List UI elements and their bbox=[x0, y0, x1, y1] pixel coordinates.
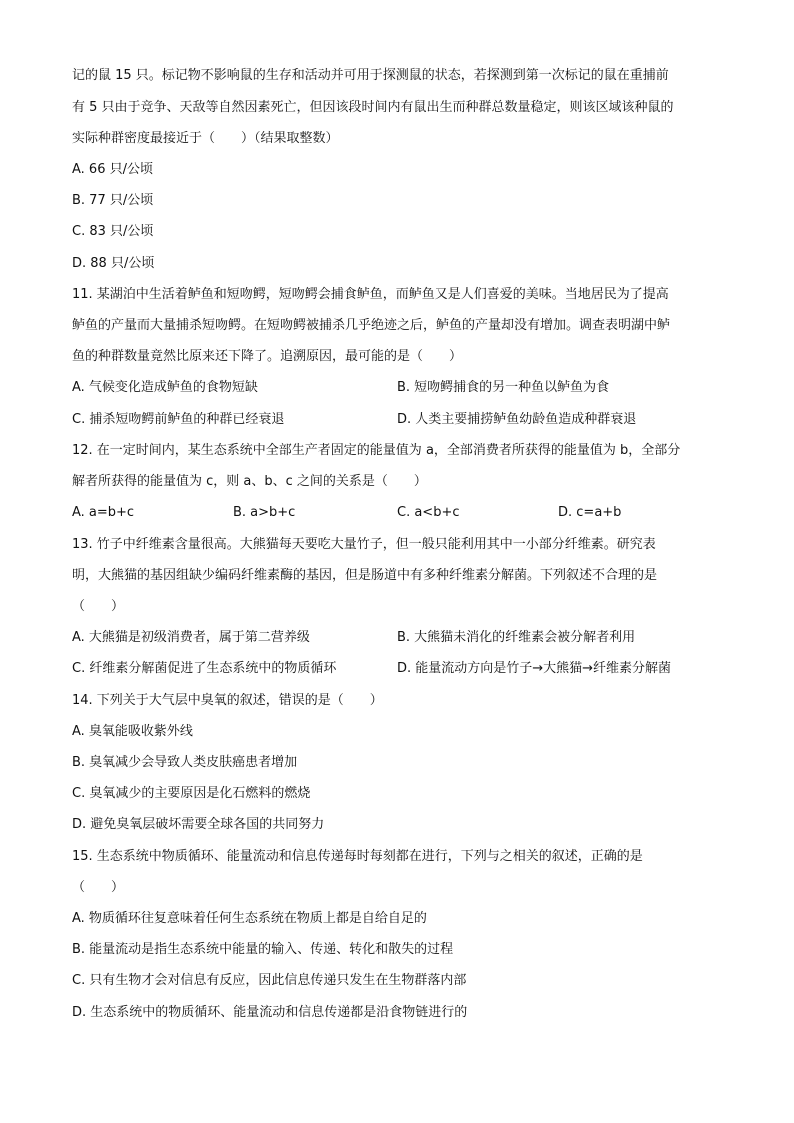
q10-text-line-2: 有 5 只由于竞争、天敌等自然因素死亡，但因该段时间内有鼠出生而种群总数量稳定，则该区域该种鼠的 bbox=[72, 100, 674, 115]
q15-text-line-2: （ ） bbox=[72, 880, 125, 895]
q15-option-b: B. 能量流动是指生态系统中能量的输入、传递、转化和散失的过程 bbox=[72, 942, 454, 957]
q12-text-line-1: 12. 在一定时间内，某生态系统中全部生产者固定的能量值为 a，全部消费者所获得的能量值为 b，全部分 bbox=[72, 443, 681, 458]
q13-text-line-1: 13. 竹子中纤维素含量很高。大熊猫每天要吃大量竹子，但一般只能利用其中一小部分纤维素。研究表 bbox=[72, 537, 656, 552]
q10-option-d: D. 88 只/公顷 bbox=[72, 256, 155, 271]
q10-text-line-1: 记的鼠 15 只。标记物不影响鼠的生存和活动并可用于探测鼠的状态，若探测到第一次标记的鼠在重捕前 bbox=[72, 68, 669, 83]
q11-text-line-1: 11. 某湖泊中生活着鲈鱼和短吻鳄，短吻鳄会捕食鲈鱼，而鲈鱼又是人们喜爱的美味。当地居民为了提高 bbox=[72, 287, 669, 302]
q14-option-b: B. 臭氧减少会导致人类皮肤癌患者增加 bbox=[72, 755, 298, 770]
q15-option-d: D. 生态系统中的物质循环、能量流动和信息传递都是沿食物链进行的 bbox=[72, 1005, 468, 1020]
q15-option-a: A. 物质循环往复意味着任何生态系统在物质上都是自给自足的 bbox=[72, 911, 427, 926]
q13-option-c: C. 纤维素分解菌促进了生态系统中的物质循环 bbox=[72, 661, 337, 676]
q12-option-b: B. a>b+c bbox=[233, 505, 296, 520]
q11-text-line-3: 鱼的种群数量竟然比原来还下降了。追溯原因，最可能的是（ ） bbox=[72, 349, 463, 364]
q14-text-line-1: 14. 下列关于大气层中臭氧的叙述，错误的是（ ） bbox=[72, 693, 383, 708]
q10-text-line-3: 实际种群密度最接近于（ ）（结果取整数） bbox=[72, 131, 339, 146]
q13-text-line-2: 明，大熊猫的基因组缺少编码纤维素酶的基因，但是肠道中有多种纤维素分解菌。下列叙述不合理的是 bbox=[72, 568, 658, 583]
q11-option-a: A. 气候变化造成鲈鱼的食物短缺 bbox=[72, 380, 258, 395]
q13-option-d: D. 能量流动方向是竹子→大熊猫→纤维素分解菌 bbox=[397, 661, 672, 676]
q10-option-a: A. 66 只/公顷 bbox=[72, 162, 153, 177]
q13-text-line-3: （ ） bbox=[72, 599, 125, 614]
q12-option-c: C. a<b+c bbox=[397, 505, 460, 520]
q15-text-line-1: 15. 生态系统中物质循环、能量流动和信息传递每时每刻都在进行，下列与之相关的叙述，正确的是 bbox=[72, 849, 643, 864]
q11-option-c: C. 捕杀短吻鳄前鲈鱼的种群已经衰退 bbox=[72, 412, 285, 427]
q13-option-b: B. 大熊猫未消化的纤维素会被分解者利用 bbox=[397, 630, 636, 645]
q10-option-b: B. 77 只/公顷 bbox=[72, 193, 154, 208]
q12-text-line-2: 解者所获得的能量值为 c，则 a、b、c 之间的关系是（ ） bbox=[72, 474, 427, 489]
q15-option-c: C. 只有生物才会对信息有反应，因此信息传递只发生在生物群落内部 bbox=[72, 973, 467, 988]
q12-option-a: A. a=b+c bbox=[72, 505, 135, 520]
q12-option-d: D. c=a+b bbox=[558, 505, 622, 520]
q13-option-a: A. 大熊猫是初级消费者，属于第二营养级 bbox=[72, 630, 310, 645]
q14-option-c: C. 臭氧减少的主要原因是化石燃料的燃烧 bbox=[72, 786, 311, 801]
q11-option-b: B. 短吻鳄捕食的另一种鱼以鲈鱼为食 bbox=[397, 380, 610, 395]
q10-option-c: C. 83 只/公顷 bbox=[72, 224, 154, 239]
q11-text-line-2: 鲈鱼的产量而大量捕杀短吻鳄。在短吻鳄被捕杀几乎绝迹之后，鲈鱼的产量却没有增加。调查表明湖中鲈 bbox=[72, 318, 671, 333]
q14-option-a: A. 臭氧能吸收紫外线 bbox=[72, 724, 193, 739]
q14-option-d: D. 避免臭氧层破坏需要全球各国的共同努力 bbox=[72, 817, 325, 832]
q11-option-d: D. 人类主要捕捞鲈鱼幼龄鱼造成种群衰退 bbox=[397, 412, 637, 427]
